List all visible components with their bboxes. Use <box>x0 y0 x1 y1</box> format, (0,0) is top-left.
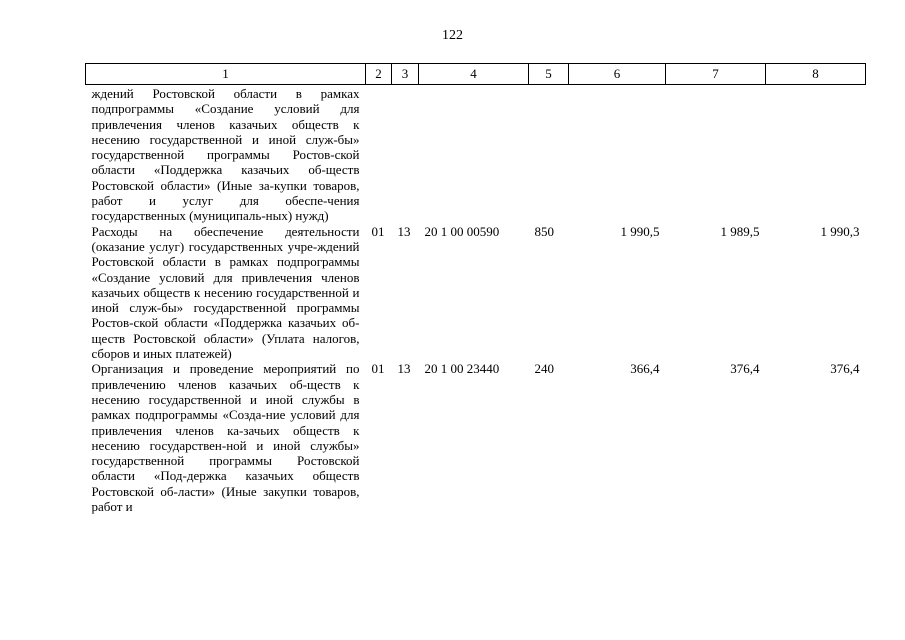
amount-year-3: 1 990,3 <box>820 223 860 239</box>
subsection-code: 13 <box>397 223 411 239</box>
table-row <box>86 85 866 224</box>
subsection-code: 13 <box>397 361 411 377</box>
target-article-code: 20 1 00 23440 <box>424 361 500 377</box>
subsection-code <box>392 85 419 224</box>
amount-year-1: 366,4 <box>630 361 660 377</box>
column-header-6: 6 <box>569 64 666 85</box>
amount-year-2: 1 989,5 <box>720 223 760 239</box>
expense-description: ждений Ростовской области в рамках подпрограммы «Создание условий для привлечения членов казачьих обществ к несению государственной и иной служ-бы» государственной программы Ростов-ской области «Поддержка казачьих об-ществ Ростовской области» (Иные за-купки товаров, работ и услуг для обеспе-чения государственных (муниципаль-ных) нужд) <box>91 86 360 224</box>
expense-type-code: 850 <box>534 223 554 239</box>
target-article-code: 20 1 00 00590 <box>424 223 500 239</box>
column-header-2: 2 <box>366 64 392 85</box>
expense-description: Расходы на обеспечение деятельности (оказание услуг) государственных учре-ждений Ростовской области в рамках подпрограммы «Создание условий для привлечения членов казачьих обществ к несению государственной и иной служ-бы» государственной программы Ростов-ской области «Поддержка казачьих об-ществ Ростовской области» (Уплата налогов, сборов и иных платежей) <box>91 223 360 362</box>
amount-year-1: 1 990,5 <box>620 223 660 239</box>
column-header-5: 5 <box>529 64 569 85</box>
expense-type-code <box>529 85 569 224</box>
column-header-1: 1 <box>86 64 366 85</box>
amount-year-3: 376,4 <box>830 361 860 377</box>
budget-table <box>85 63 866 514</box>
column-header-3: 3 <box>392 64 419 85</box>
amount-year-2: 376,4 <box>730 361 760 377</box>
section-code <box>366 85 392 224</box>
target-article-code <box>419 85 529 224</box>
expense-description: Организация и проведение мероприятий по привлечению членов казачьих об-ществ к несению государственной и иной службы в рамках подпрограммы «Созда-ние условий для привлечения членов ка-зачьих обществ к несению государствен-ной и иной службы» государственной программы Ростовской области «Под-держка казачьих обществ Ростовской об-ласти» (Иные закупки товаров, работ и <box>91 361 360 515</box>
section-code: 01 <box>371 223 385 239</box>
amount-year-1 <box>569 85 666 224</box>
amount-year-3 <box>766 85 866 224</box>
table-row <box>86 361 866 514</box>
column-header-4: 4 <box>419 64 529 85</box>
table-row <box>86 224 866 362</box>
expense-type-code: 240 <box>534 361 554 377</box>
page-number: 122 <box>442 28 463 43</box>
table-header-row <box>86 64 866 85</box>
section-code: 01 <box>371 361 385 377</box>
amount-year-2 <box>666 85 766 224</box>
column-header-8: 8 <box>766 64 866 85</box>
column-header-7: 7 <box>666 64 766 85</box>
